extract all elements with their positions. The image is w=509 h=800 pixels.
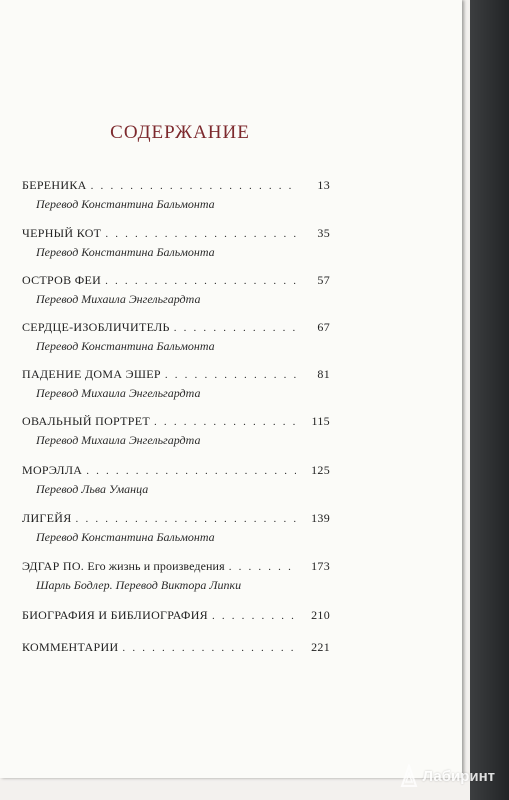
toc-title: ЛИГЕЙЯ [22, 511, 72, 525]
toc-page-number: 57 [317, 273, 330, 287]
labyrinth-logo-icon [398, 764, 420, 788]
toc-translator: Перевод Михаила Энгельгардта [36, 292, 201, 306]
toc-translator: Шарль Бодлер. Перевод Виктора Липки [36, 578, 242, 592]
toc-title: ЧЕРНЫЙ КОТ [22, 226, 102, 240]
page-title: СОДЕРЖАНИЕ [110, 122, 250, 143]
toc-line [22, 178, 330, 196]
toc-entry [22, 273, 330, 307]
toc-translator: Перевод Михаила Энгельгардта [36, 386, 201, 400]
toc-line [22, 559, 330, 577]
toc-title: КОММЕНТАРИИ [22, 640, 119, 654]
toc-translator: Перевод Михаила Энгельгардта [36, 433, 201, 447]
toc-entry [22, 559, 330, 593]
toc-dot-leader [154, 416, 296, 428]
toc-dot-leader [76, 513, 296, 525]
toc-title: ПАДЕНИЕ ДОМА ЭШЕР [22, 367, 161, 381]
toc-title-caps: ЭДГАР ПО. [22, 559, 85, 573]
toc-entry [22, 320, 330, 354]
toc-line [22, 273, 330, 291]
toc-line [22, 608, 330, 626]
toc-entry [22, 414, 330, 448]
toc-entry [22, 608, 330, 626]
toc-page-number: 13 [317, 178, 330, 192]
toc-translator: Перевод Константина Бальмонта [36, 197, 215, 211]
toc-page-number: 210 [311, 608, 330, 622]
toc-title-rest: Его жизнь и произведения [87, 559, 225, 573]
toc-entry [22, 178, 330, 212]
toc-entry [22, 463, 330, 497]
toc-line [22, 414, 330, 432]
toc-translator: Перевод Константина Бальмонта [36, 530, 215, 544]
toc-page-number: 115 [311, 414, 330, 428]
toc-page-number: 173 [311, 559, 330, 573]
toc-title: МОРЭЛЛА [22, 463, 83, 477]
toc-title: ОСТРОВ ФЕИ [22, 273, 102, 287]
watermark-text: Лабиринт [422, 767, 495, 785]
toc-page-number: 67 [317, 320, 330, 334]
toc-line [22, 367, 330, 385]
toc-title [22, 559, 229, 574]
toc-translator: Перевод Константина Бальмонта [36, 339, 215, 353]
toc-page-number: 221 [311, 640, 330, 654]
toc-dot-leader [174, 322, 296, 334]
toc-title: СЕРДЦЕ-ИЗОБЛИЧИТЕЛЬ [22, 320, 170, 334]
toc-entry [22, 226, 330, 260]
toc-line [22, 511, 330, 529]
toc-title: БИОГРАФИЯ И БИБЛИОГРАФИЯ [22, 608, 208, 622]
toc-line [22, 320, 330, 338]
toc-dot-leader [212, 610, 296, 622]
toc-entry [22, 511, 330, 545]
toc-page-number: 81 [317, 367, 330, 381]
toc-dot-leader [86, 465, 296, 477]
toc-entry [22, 640, 330, 658]
toc-dot-leader [91, 180, 296, 192]
toc-dot-leader [105, 275, 296, 287]
toc-entry [22, 367, 330, 401]
toc-dot-leader [165, 369, 296, 381]
toc-title: ОВАЛЬНЫЙ ПОРТРЕТ [22, 414, 151, 428]
toc-translator: Перевод Льва Уманца [36, 482, 149, 496]
toc-line [22, 463, 330, 481]
toc-title: БЕРЕНИКА [22, 178, 87, 192]
toc-line [22, 640, 330, 658]
toc-line [22, 226, 330, 244]
toc-translator: Перевод Константина Бальмонта [36, 245, 215, 259]
labyrinth-watermark [398, 764, 495, 788]
toc-page-number: 35 [317, 226, 330, 240]
toc-page-number: 125 [311, 463, 330, 477]
toc-dot-leader [229, 561, 296, 573]
toc-dot-leader [105, 228, 296, 240]
toc-page-number: 139 [311, 511, 330, 525]
toc-dot-leader [122, 642, 296, 654]
